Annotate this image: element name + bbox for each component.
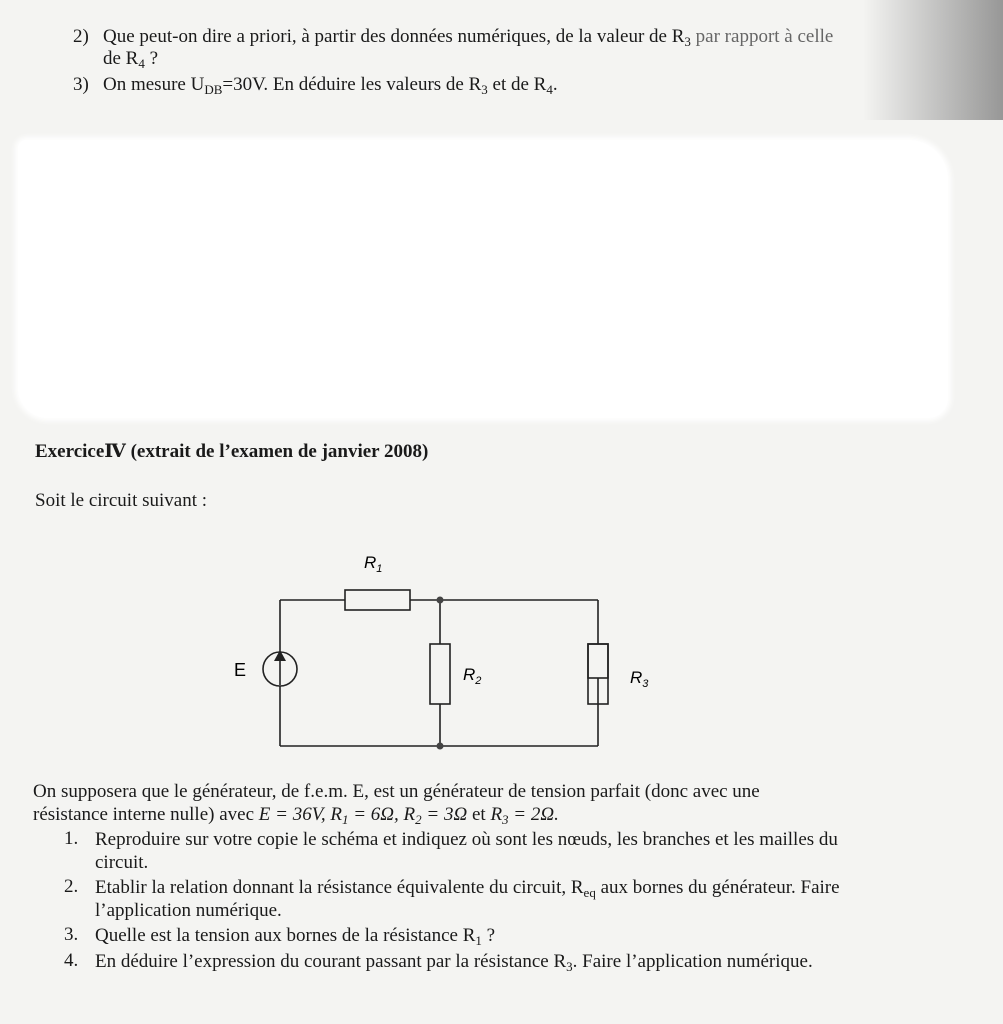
question-text: En déduire l’expression du courant passant par la résistance $R_3$. Faire l’application numérique. — [95, 951, 813, 974]
node-top — [437, 597, 444, 604]
question-number: 3) — [73, 74, 89, 95]
question-text: Que peut-on dire a priori, à partir des données numériques, de la valeur de $R_3$ par rapport à celle — [103, 26, 834, 49]
label-r2: $R_2$ — [463, 665, 482, 687]
exercise-title: ExerciceⅣ (extrait de l’examen de janvier 2008) — [35, 441, 429, 462]
circuit-diagram — [0, 540, 700, 770]
question-text: Reproduire sur votre copie le schéma et indiquez où sont les nœuds, les branches et les mailles du — [95, 829, 838, 850]
question-text-cont: de $R_4$ ? — [103, 48, 159, 71]
label-r3: $R_3$ — [630, 668, 649, 690]
paragraph-line-2: résistance interne nulle) avec E = 36V, $R_1 = 6\Omega$, $R_2 = 3\Omega$ et $R_3 = 2\Omega$. — [33, 804, 559, 827]
resistor-r1 — [345, 590, 410, 610]
scan-shadow — [863, 0, 1003, 120]
question-text: Etablir la relation donnant la résistance équivalente du circuit, $R_{eq}$ aux bornes du générateur. Faire — [95, 877, 840, 900]
resistor-r2 — [430, 644, 450, 704]
paragraph-line-1: On supposera que le générateur, de f.e.m. E, est un générateur de tension parfait (donc avec une — [33, 781, 760, 802]
resistor-r3 — [588, 644, 608, 678]
node-bottom — [437, 743, 444, 750]
redacted-area — [18, 140, 948, 418]
question-text: Quelle est la tension aux bornes de la résistance $R_1$ ? — [95, 925, 496, 948]
question-number: 1. — [64, 828, 79, 849]
question-number: 3. — [64, 924, 79, 945]
question-text: On mesure $U_{DB}=30V$. En déduire les valeurs de $R_3$ et de $R_4$. — [103, 74, 558, 97]
exercise-intro: Soit le circuit suivant : — [35, 490, 208, 511]
label-source: E — [234, 660, 247, 680]
question-text-cont: circuit. — [95, 852, 149, 873]
question-number: 2) — [73, 26, 89, 47]
source-arrow-head — [274, 650, 286, 661]
question-number: 4. — [64, 950, 79, 971]
label-r1: $R_1$ — [364, 553, 383, 575]
question-text-cont: l’application numérique. — [95, 900, 282, 921]
question-number: 2. — [64, 876, 79, 897]
